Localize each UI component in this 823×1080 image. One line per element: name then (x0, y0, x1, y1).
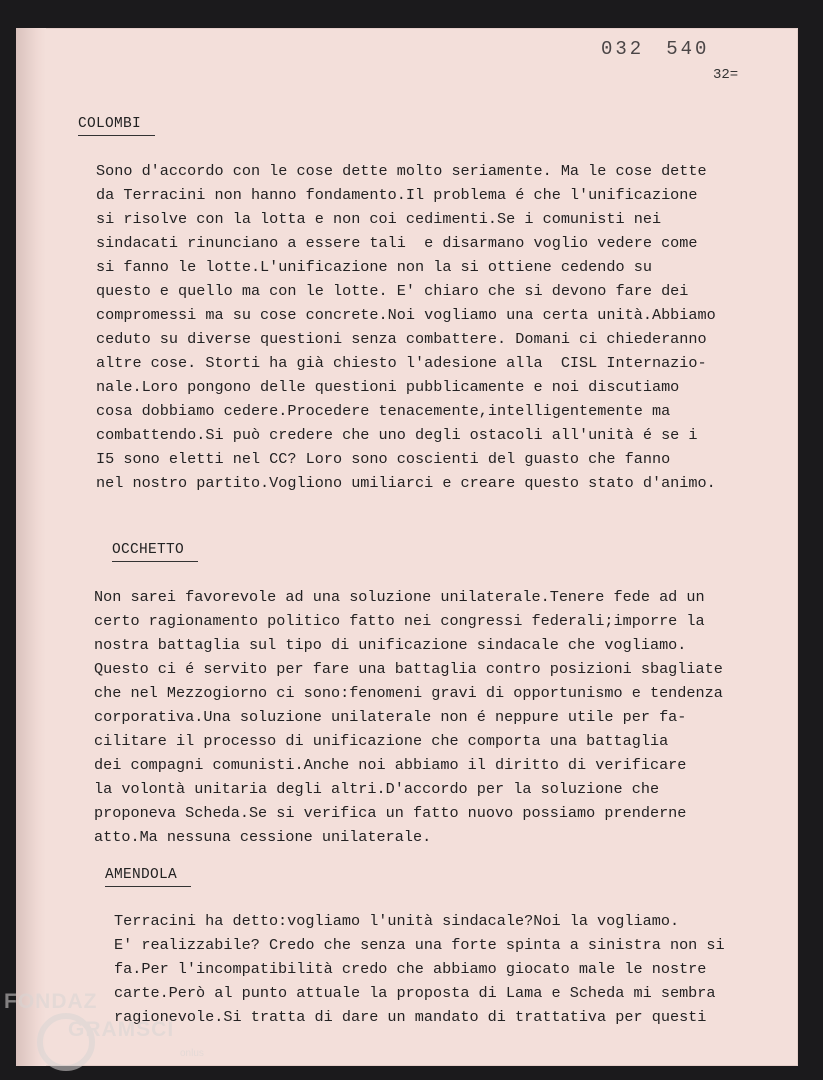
text-line: combattendo.Si può credere che uno degli ostacoli all'unità é se i (96, 426, 698, 444)
text-line: proponeva Scheda.Se si verifica un fatto nuovo possiamo prenderne (94, 804, 687, 822)
text-line: da Terracini non hanno fondamento.Il problema é che l'unificazione (96, 186, 698, 204)
text-line: si fanno le lotte.L'unificazione non la si ottiene cedendo su (96, 258, 652, 276)
speaker-heading-colombi: COLOMBI (78, 116, 142, 132)
text-line: Sono d'accordo con le cose dette molto seriamente. Ma le cose dette (96, 162, 707, 180)
speech-paragraph-occhetto (94, 585, 723, 849)
text-line: Non sarei favorevole ad una soluzione unilaterale.Tenere fede ad un (94, 588, 705, 606)
speaker-heading-occhetto: OCCHETTO (112, 542, 185, 558)
text-line: atto.Ma nessuna cessione unilaterale. (94, 828, 432, 846)
text-line: I5 sono eletti nel CC? Loro sono coscienti del guasto che fanno (96, 450, 671, 468)
text-line: altre cose. Storti ha già chiesto l'adesione alla CISL Internazio- (96, 354, 707, 372)
text-line: nostra battaglia sul tipo di unificazione sindacale che vogliamo. (94, 636, 687, 654)
text-line: nale.Loro pongono delle questioni pubblicamente e noi discutiamo (96, 378, 680, 396)
page-number: 32= (713, 67, 739, 83)
text-line: cilitare il processo di unificazione che comporta una battaglia (94, 732, 669, 750)
archive-number (601, 38, 731, 60)
text-line: sindacati rinunciano a essere tali e disarmano voglio vedere come (96, 234, 698, 252)
watermark-line-1: FONDAZ (4, 990, 98, 1013)
speech-paragraph-colombi (96, 159, 716, 495)
text-line: ragionevole.Si tratta di dare un mandato di trattativa per questi (114, 1008, 707, 1026)
fondazione-gramsci-watermark (4, 990, 214, 1070)
archive-number-part-2: 540 (666, 38, 710, 60)
text-line: Terracini ha detto:vogliamo l'unità sindacale?Noi la vogliamo. (114, 912, 680, 930)
document-page (16, 28, 798, 1066)
text-line: carte.Però al punto attuale la proposta di Lama e Scheda mi sembra (114, 984, 716, 1002)
text-line: si risolve con la lotta e non coi cedimenti.Se i comunisti nei (96, 210, 662, 228)
text-line: Questo ci é servito per fare una battaglia contro posizioni sbagliate (94, 660, 723, 678)
speaker-heading-amendola: AMENDOLA (105, 867, 178, 883)
text-line: questo e quello ma con le lotte. E' chiaro che si devono fare dei (96, 282, 689, 300)
text-line: cosa dobbiamo cedere.Procedere tenacemente,intelligentemente ma (96, 402, 671, 420)
text-line: certo ragionamento politico fatto nei congressi federali;imporre la (94, 612, 705, 630)
text-line: fa.Per l'incompatibilità credo che abbiamo giocato male le nostre (114, 960, 707, 978)
watermark-line-2: GRAMSCI (68, 1018, 175, 1041)
text-line: E' realizzabile? Credo che senza una forte spinta a sinistra non si (114, 936, 725, 954)
text-line: la volontà unitaria degli altri.D'accordo per la soluzione che (94, 780, 660, 798)
text-line: dei compagni comunisti.Anche noi abbiamo il diritto di verificare (94, 756, 687, 774)
text-line: ceduto su diverse questioni senza combattere. Domani ci chiederanno (96, 330, 707, 348)
text-line: nel nostro partito.Vogliono umiliarci e creare questo stato d'animo. (96, 474, 716, 492)
text-line: corporativa.Una soluzione unilaterale non é neppure utile per fa- (94, 708, 687, 726)
page-binding-shadow (16, 28, 46, 1066)
watermark-line-3: onlus (180, 1048, 204, 1059)
archive-number-part-1: 032 (601, 38, 645, 60)
text-line: compromessi ma su cose concrete.Noi vogliamo una certa unità.Abbiamo (96, 306, 716, 324)
text-line: che nel Mezzogiorno ci sono:fenomeni gravi di opportunismo e tendenza (94, 684, 723, 702)
